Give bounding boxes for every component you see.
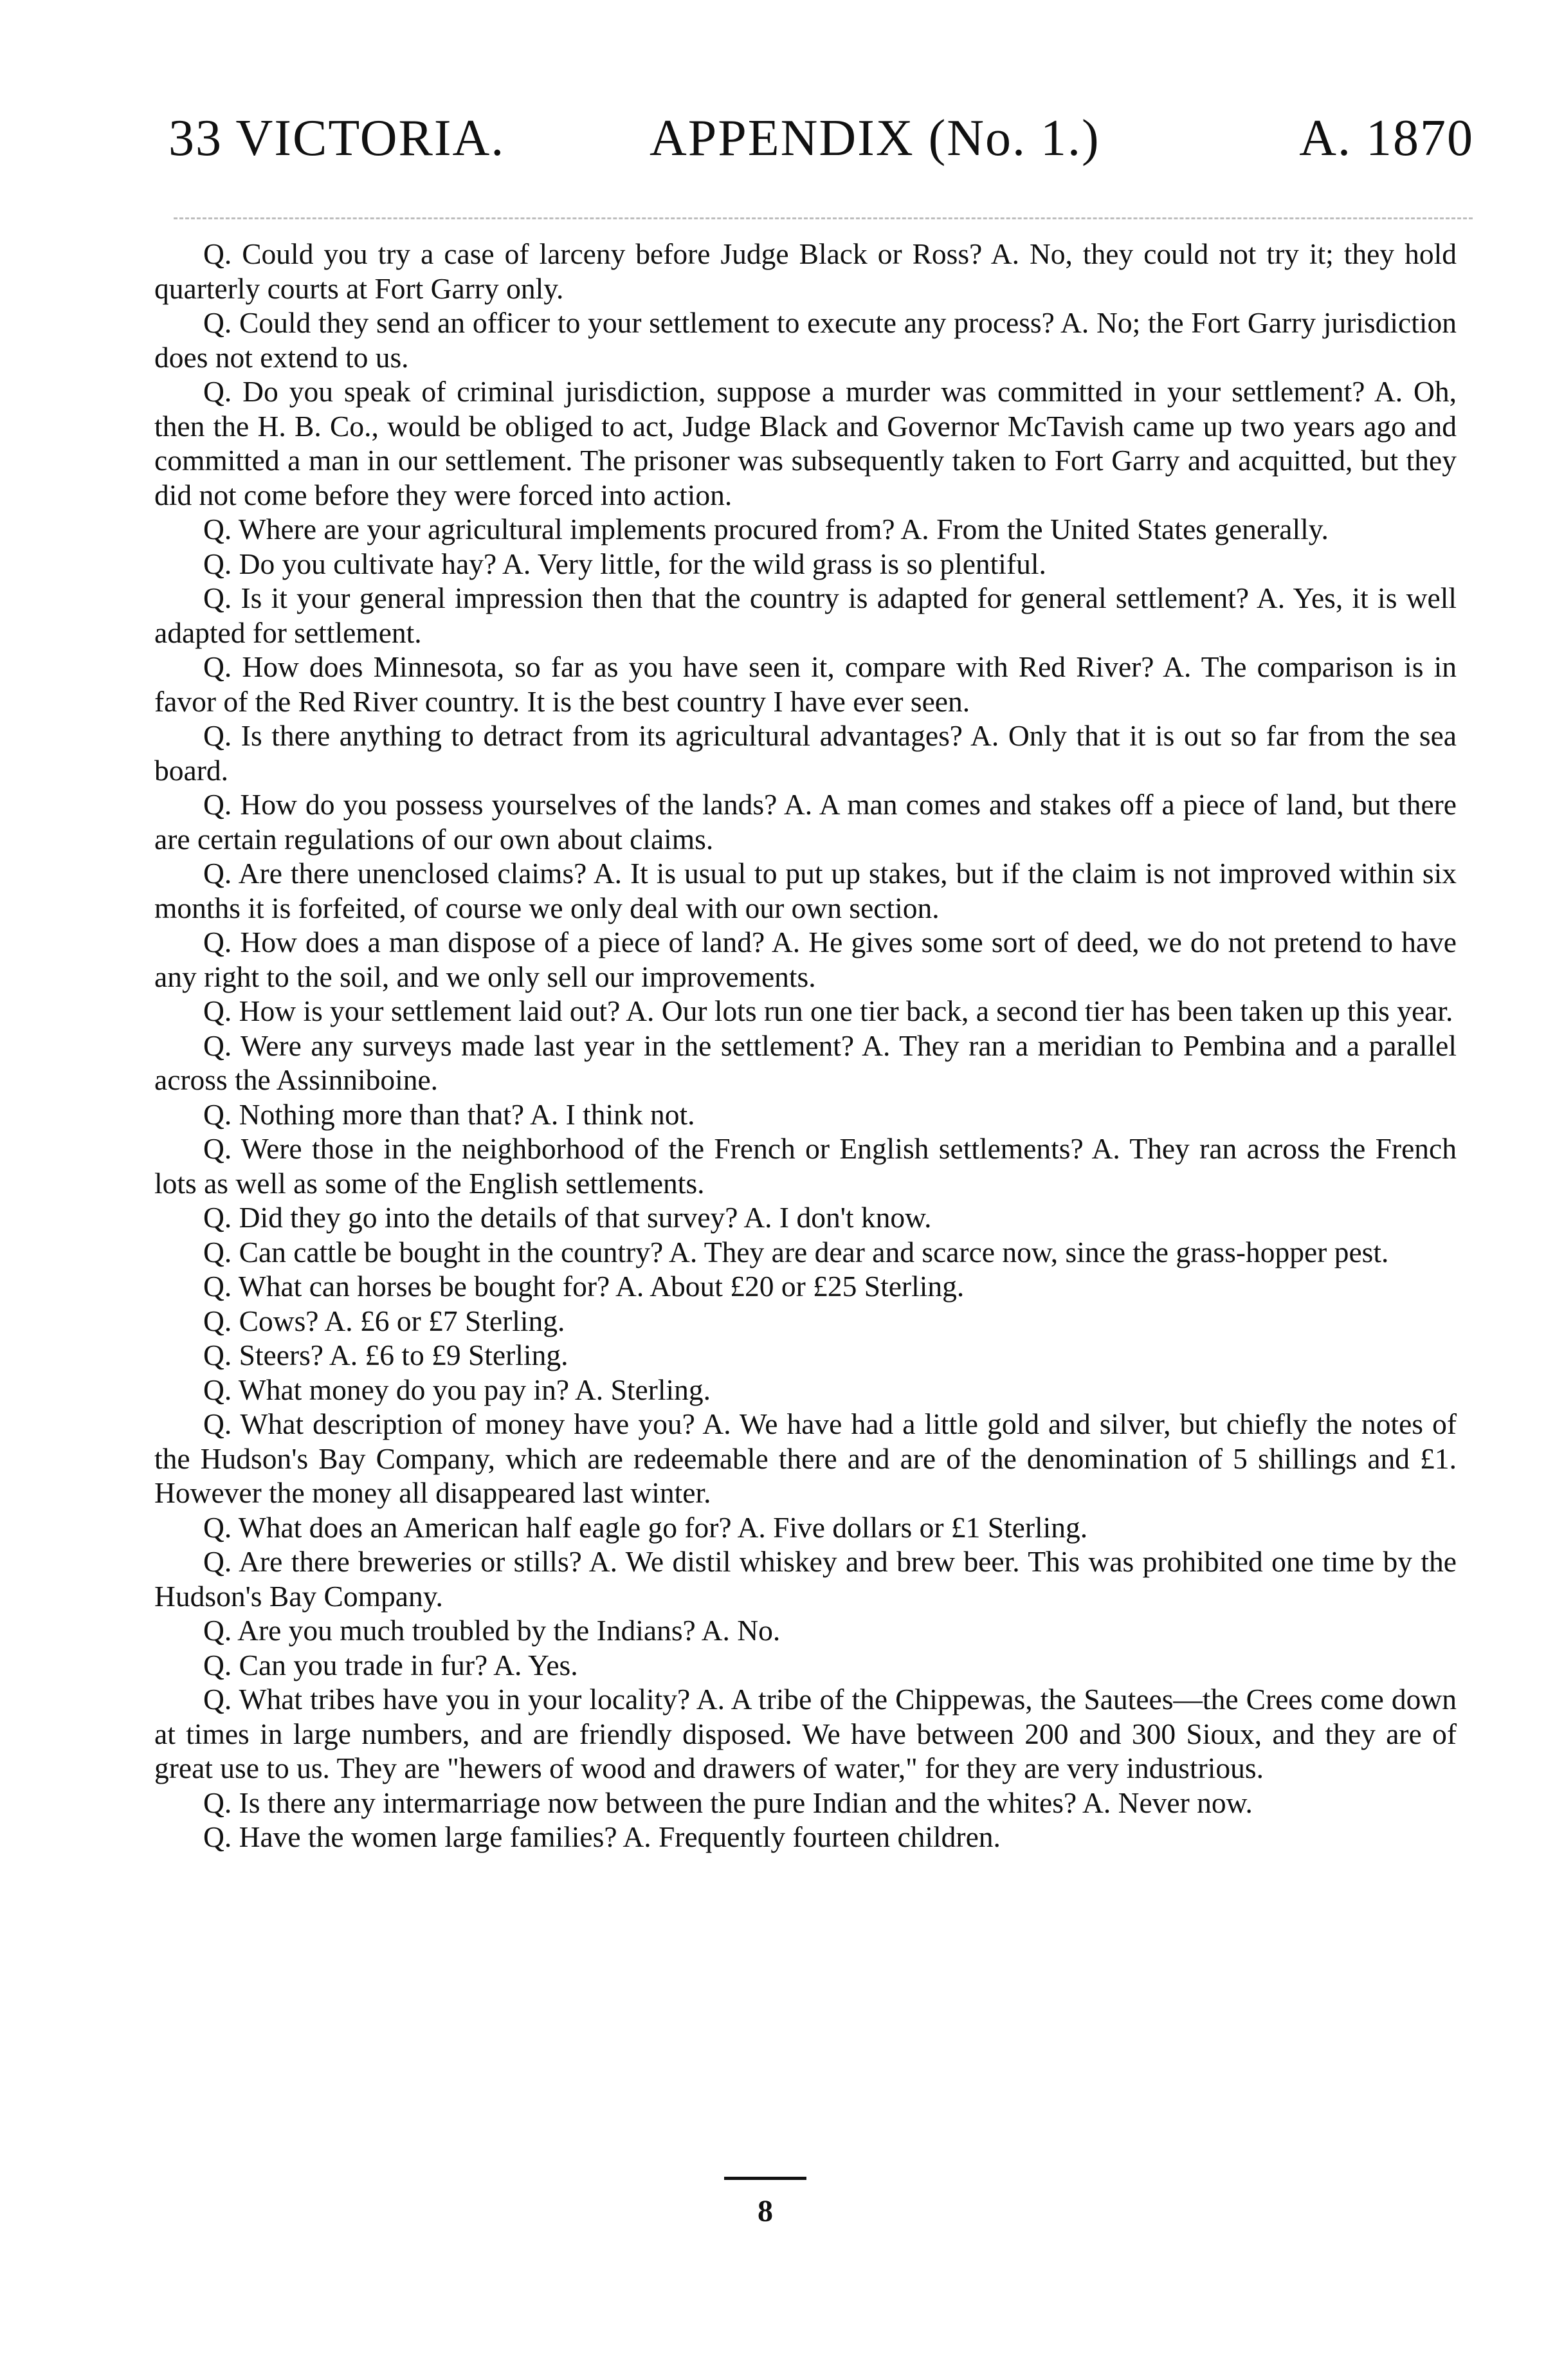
header-year: A. 1870 xyxy=(1299,110,1474,167)
qa-paragraph: Q. Can cattle be bought in the country? A. They are dear and scarce now, since the grass-hopper pest. xyxy=(203,1235,1389,1268)
qa-paragraph: Q. Cows? A. £6 or £7 Sterling. xyxy=(203,1304,565,1337)
qa-paragraph: Q. How does a man dispose of a piece of land? A. He gives some sort of deed, we do not pretend to have any right to the soil, and we only sell our improvements. xyxy=(154,926,1457,993)
qa-paragraph: Q. Are you much troubled by the Indians? A. No. xyxy=(203,1614,781,1647)
header-rule xyxy=(174,217,1473,219)
qa-paragraph: Q. Did they go into the details of that survey? A. I don't know. xyxy=(203,1201,932,1234)
page-number: 8 xyxy=(758,2194,773,2228)
qa-paragraph: Q. Nothing more than that? A. I think not. xyxy=(203,1097,695,1131)
qa-paragraph: Q. What money do you pay in? A. Sterling. xyxy=(203,1373,711,1406)
qa-paragraph: Q. Is there any intermarriage now between the pure Indian and the whites? A. Never now. xyxy=(203,1786,1253,1819)
qa-paragraph: Q. How is your settlement laid out? A. Our lots run one tier back, a second tier has been taken up this year. xyxy=(203,994,1453,1027)
header-appendix: APPENDIX (No. 1.) xyxy=(650,110,1100,167)
qa-paragraph: Q. How does Minnesota, so far as you have seen it, compare with Red River? A. The comparison is in favor of the Red River country. It is the best country I have ever seen. xyxy=(154,650,1457,718)
qa-paragraph: Q. Could you try a case of larceny before Judge Black or Ross? A. No, they could not try it; they hold quarterly courts at Fort Garry only. xyxy=(154,237,1457,305)
qa-paragraph: Q. Are there unenclosed claims? A. It is usual to put up stakes, but if the claim is not improved within six months it is forfeited, of course we only deal with our own section. xyxy=(154,857,1457,924)
qa-paragraph: Q. Steers? A. £6 to £9 Sterling. xyxy=(203,1339,568,1371)
qa-paragraph: Q. Can you trade in fur? A. Yes. xyxy=(203,1648,578,1681)
qa-paragraph: Q. Where are your agricultural implements procured from? A. From the United States generally. xyxy=(203,513,1329,545)
qa-paragraph: Q. What tribes have you in your locality? A. A tribe of the Chippewas, the Sautees—the Crees come down at times in large numbers, and are friendly disposed. We have between 200 and 300 Sioux, and they are of great use to us. They are "hewers of wood and drawers of water," for they are very industrious. xyxy=(154,1683,1457,1784)
page-header xyxy=(168,109,1474,187)
qa-paragraph: Q. Have the women large families? A. Frequently fourteen children. xyxy=(203,1820,1001,1853)
qa-paragraph: Q. Is there anything to detract from its agricultural advantages? A. Only that it is out so far from the sea board. xyxy=(154,719,1457,787)
qa-paragraph: Q. Do you speak of criminal jurisdiction, suppose a murder was committed in your settlement? A. Oh, then the H. B. Co., would be obliged to act, Judge Black and Governor McTavish came up two years ago and committed a man in our settlement. The prisoner was subsequently taken to Fort Garry and acquitted, but they did not come before they were forced into action. xyxy=(154,375,1457,511)
qa-paragraph: Q. What can horses be bought for? A. About £20 or £25 Sterling. xyxy=(203,1270,965,1303)
footer-rule xyxy=(724,2177,806,2180)
qa-paragraph: Q. Could they send an officer to your settlement to execute any process? A. No; the Fort Garry jurisdiction does not extend to us. xyxy=(154,306,1457,374)
qa-paragraph: Q. Were any surveys made last year in the settlement? A. They ran a meridian to Pembina and a parallel across the Assinniboine. xyxy=(154,1029,1457,1096)
header-session: 33 VICTORIA. xyxy=(168,110,505,167)
qa-paragraph: Q. Do you cultivate hay? A. Very little, for the wild grass is so plentiful. xyxy=(203,547,1046,580)
qa-paragraph: Q. Is it your general impression then that the country is adapted for general settlement? A. Yes, it is well adapted for settlement. xyxy=(154,581,1457,649)
qa-paragraph: Q. What description of money have you? A. We have had a little gold and silver, but chiefly the notes of the Hudson's Bay Company, which are redeemable there and are of the denomination of 5 shillings and £1. However the money all disappeared last winter. xyxy=(154,1407,1457,1509)
qa-paragraph: Q. What does an American half eagle go for? A. Five dollars or £1 Sterling. xyxy=(203,1510,1088,1544)
qa-paragraph: Q. Are there breweries or stills? A. We distil whiskey and brew beer. This was prohibited one time by the Hudson's Bay Company. xyxy=(154,1545,1457,1613)
qa-paragraph: Q. Were those in the neighborhood of the French or English settlements? A. They ran across the French lots as well as some of the English settlements. xyxy=(154,1132,1457,1200)
qa-paragraph: Q. How do you possess yourselves of the lands? A. A man comes and stakes off a piece of land, but there are certain regulations of our own about claims. xyxy=(154,788,1457,856)
testimony-text xyxy=(154,237,1457,1854)
